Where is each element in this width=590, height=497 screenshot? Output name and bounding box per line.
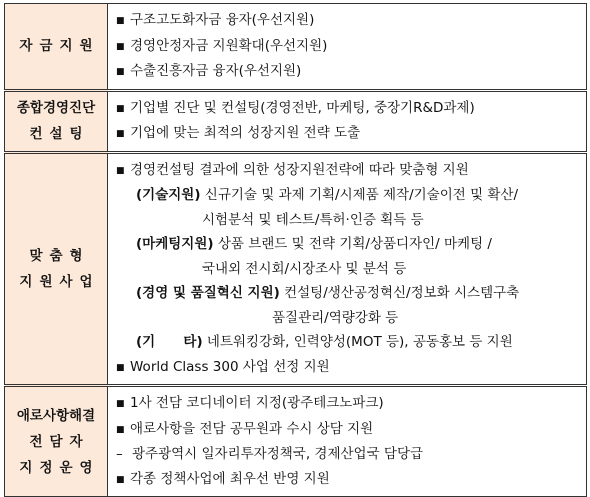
- sub-item-tag: (마케팅지원): [136, 236, 214, 252]
- dash-item: – 광주광역시 일자리투자정책국, 경제산업국 담당급: [116, 442, 580, 467]
- list-item: ■ 기업에 맞는 최적의 성장지원 전략 도출: [116, 121, 580, 147]
- bullet-icon: ■: [116, 474, 125, 485]
- row-label-funding: [5, 4, 108, 91]
- row-label-line: 애로사항해결: [16, 407, 96, 424]
- row-label-line: 자금지원: [19, 38, 100, 55]
- row-label-custom-support: [5, 152, 108, 386]
- sub-item-tech: (기술지원) 신규기술 및 과제 기획/시제품 제작/기술이전 및 확산/: [136, 187, 519, 203]
- sub-item-continuation: 품질관리/역량강화 등: [272, 309, 399, 326]
- bullet-icon: ■: [116, 41, 125, 52]
- list-item: ■ 각종 정책사업에 최우선 반영 지원: [116, 467, 580, 493]
- list-item: ■ World Class 300 사업 선정 지원: [116, 355, 580, 381]
- row-label-consulting: [5, 90, 108, 152]
- list-item: ■ 경영컨설팅 결과에 의한 성장지원전략에 따라 맞춤형 지원: [116, 158, 580, 184]
- list-item: ■ 구조고도화자금 융자(우선지원): [116, 8, 580, 34]
- sub-item-tag: (기 타): [136, 334, 203, 350]
- sub-item-marketing: (마케팅지원) 상품 브랜드 및 전략 기획/상품디자인/ 마케팅 /: [136, 236, 492, 252]
- row-content-dedicated-staff: [108, 386, 587, 497]
- row-label-line: 맞춤형: [29, 247, 90, 264]
- table-row-custom-support: [5, 152, 587, 386]
- list-item: ■ 애로사항을 전담 공무원과 수시 상담 지원: [116, 417, 580, 443]
- sub-item-management: (경영 및 품질혁신 지원) 컨설팅/생산공정혁신/정보화 시스템구축: [136, 285, 520, 301]
- row-label-line: 전담자: [29, 433, 90, 450]
- row-label-line: 컨설팅: [29, 126, 90, 142]
- row-label-line: 지원사업: [19, 273, 100, 290]
- row-content-consulting: [108, 90, 587, 152]
- bullet-icon: ■: [116, 165, 125, 176]
- table-row-funding: [5, 4, 587, 91]
- list-item: ■ 수출진흥자금 융자(우선지원): [116, 59, 580, 85]
- row-label-line: 종합경영진단: [16, 100, 96, 116]
- bullet-icon: ■: [116, 129, 125, 139]
- sub-item-tag: (기술지원): [136, 187, 201, 203]
- row-content-funding: [108, 4, 587, 91]
- row-label-line: 지정운영: [19, 459, 100, 476]
- table-row-consulting: [5, 90, 587, 152]
- dash-icon: –: [116, 446, 123, 462]
- table-row-dedicated-staff: [5, 386, 587, 497]
- row-label-dedicated-staff: [5, 386, 108, 497]
- bullet-icon: ■: [116, 67, 125, 77]
- list-item: ■ 경영안정자금 지원확대(우선지원): [116, 34, 580, 60]
- policy-support-table: [4, 3, 587, 497]
- bullet-icon: ■: [116, 16, 125, 26]
- bullet-icon: ■: [116, 103, 125, 114]
- bullet-icon: ■: [116, 362, 125, 373]
- list-item: ■ 기업별 진단 및 컨설팅(경영전반, 마케팅, 중장기R&D과제): [116, 96, 580, 122]
- row-content-custom-support: [108, 152, 587, 386]
- sub-item-other: (기 타) 네트워킹강화, 인력양성(MOT 등), 공동홍보 등 지원: [136, 334, 513, 350]
- sub-item-tag: (경영 및 품질혁신 지원): [136, 285, 280, 301]
- sub-item-continuation: 국내외 전시회/시장조사 및 분석 등: [202, 260, 407, 277]
- bullet-icon: ■: [116, 424, 125, 435]
- list-item: ■ 1사 전담 코디네이터 지정(광주테크노파크): [116, 391, 580, 417]
- sub-item-continuation: 시험분석 및 테스트/특허·인증 획득 등: [202, 211, 424, 228]
- bullet-icon: ■: [116, 399, 125, 409]
